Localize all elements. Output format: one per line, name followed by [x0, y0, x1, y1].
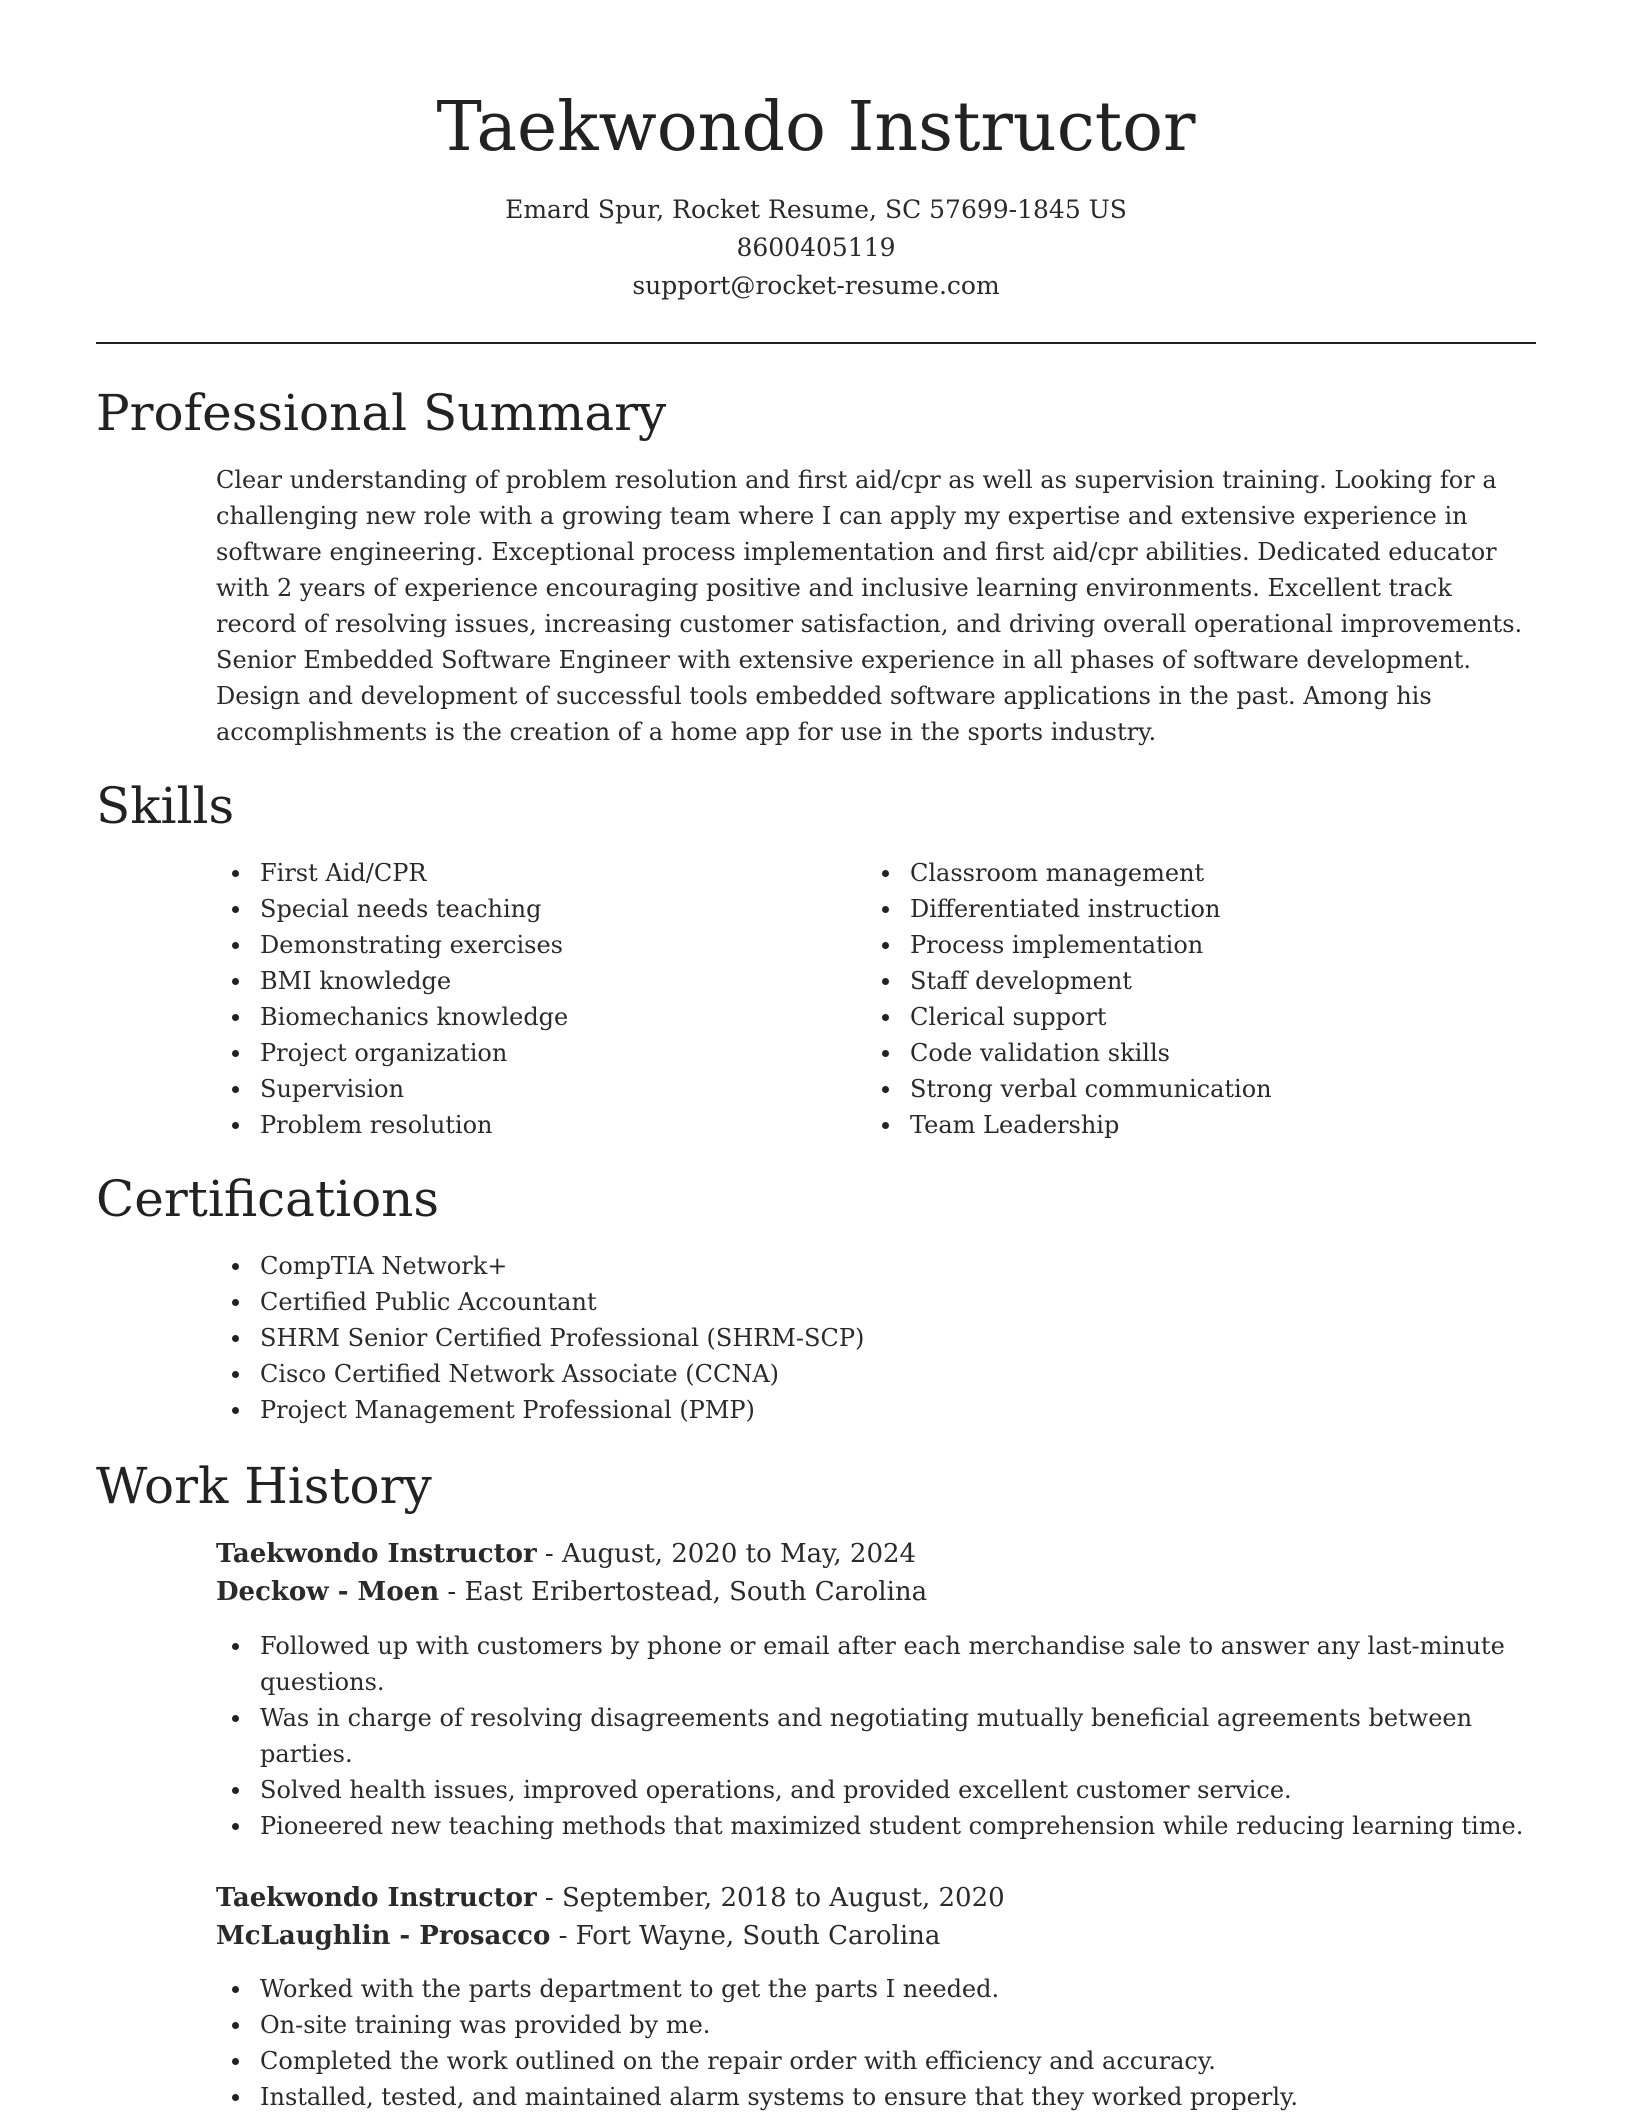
- job-dates: - September, 2018 to August, 2020: [536, 1883, 1005, 1913]
- list-item: Problem resolution: [216, 1107, 816, 1143]
- list-item: Demonstrating exercises: [216, 927, 816, 963]
- list-item: First Aid/CPR: [216, 855, 816, 891]
- skills-list-right: [866, 855, 1526, 1143]
- job-role: Taekwondo Instructor: [216, 1539, 537, 1569]
- summary-heading: Professional Summary: [96, 384, 667, 442]
- list-item: Certified Public Accountant: [216, 1284, 1536, 1320]
- list-item: Completed the work outlined on the repair order with efficiency and accuracy.: [216, 2043, 1536, 2079]
- phone: 8600405119: [736, 233, 896, 262]
- work-history-heading: Work History: [96, 1457, 432, 1515]
- list-item: Clerical support: [866, 999, 1526, 1035]
- list-item: Was in charge of resolving disagreements and negotiating mutually beneficial agreements between parties.: [216, 1700, 1536, 1772]
- list-item: CompTIA Network+: [216, 1248, 1536, 1284]
- list-item: Pioneered new teaching methods that maximized student comprehension while reducing learning time.: [216, 1808, 1536, 1844]
- job-company-line: [216, 1573, 927, 1611]
- address: Emard Spur, Rocket Resume, SC 57699-1845 US: [505, 195, 1127, 224]
- job-company-line: [216, 1917, 940, 1955]
- list-item: Code validation skills: [866, 1035, 1526, 1071]
- job-title-line: [216, 1879, 1005, 1917]
- list-item: Installed, tested, and maintained alarm systems to ensure that they worked properly.: [216, 2079, 1536, 2112]
- list-item: Solved health issues, improved operations, and provided excellent customer service.: [216, 1772, 1536, 1808]
- list-item: Differentiated instruction: [866, 891, 1526, 927]
- list-item: Project Management Professional (PMP): [216, 1392, 1536, 1428]
- certifications-list: [216, 1248, 1536, 1428]
- list-item: Team Leadership: [866, 1107, 1526, 1143]
- job-bullets: [216, 1971, 1536, 2112]
- list-item: Worked with the parts department to get the parts I needed.: [216, 1971, 1536, 2007]
- list-item: On-site training was provided by me.: [216, 2007, 1536, 2043]
- job-role: Taekwondo Instructor: [216, 1883, 537, 1913]
- contact-block: [0, 191, 1632, 305]
- list-item: Followed up with customers by phone or email after each merchandise sale to answer any last-minute questions.: [216, 1628, 1536, 1700]
- job-title-line: [216, 1535, 916, 1573]
- list-item: SHRM Senior Certified Professional (SHRM-SCP): [216, 1320, 1536, 1356]
- list-item: Project organization: [216, 1035, 816, 1071]
- list-item: Process implementation: [866, 927, 1526, 963]
- email: support@rocket-resume.com: [632, 271, 1000, 300]
- list-item: BMI knowledge: [216, 963, 816, 999]
- summary-text: Clear understanding of problem resolution and first aid/cpr as well as supervision training. Looking for a challenging new role with a growing team where I can apply my expertise and extensive experience in software engineering. Exceptional process implementation and first aid/cpr abilities. Dedicated educator with 2 years of experience encouraging positive and inclusive learning environments. Excellent track record of resolving issues, increasing customer satisfaction, and driving overall operational improvements. Senior Embedded Software Engineer with extensive experience in all phases of software development. Design and development of successful tools embedded software applications in the past. Among his accomplishments is the creation of a home app for use in the sports industry.: [216, 466, 1523, 746]
- list-item: Classroom management: [866, 855, 1526, 891]
- list-item: Supervision: [216, 1071, 816, 1107]
- list-item: Cisco Certified Network Associate (CCNA): [216, 1356, 1536, 1392]
- candidate-name: Taekwondo Instructor: [436, 88, 1196, 167]
- header-divider: [96, 342, 1536, 344]
- list-item: Special needs teaching: [216, 891, 816, 927]
- job-company: McLaughlin - Prosacco: [216, 1921, 551, 1951]
- job-company: Deckow - Moen: [216, 1577, 440, 1607]
- skills-heading: Skills: [96, 777, 235, 835]
- list-item: Staff development: [866, 963, 1526, 999]
- certifications-heading: Certifications: [96, 1170, 440, 1228]
- job-bullets: [216, 1628, 1536, 1844]
- list-item: Strong verbal communication: [866, 1071, 1526, 1107]
- job-dates: - August, 2020 to May, 2024: [536, 1539, 917, 1569]
- list-item: Biomechanics knowledge: [216, 999, 816, 1035]
- skills-list-left: [216, 855, 816, 1143]
- job-location: - East Eribertostead, South Carolina: [439, 1577, 928, 1607]
- job-location: - Fort Wayne, South Carolina: [550, 1921, 941, 1951]
